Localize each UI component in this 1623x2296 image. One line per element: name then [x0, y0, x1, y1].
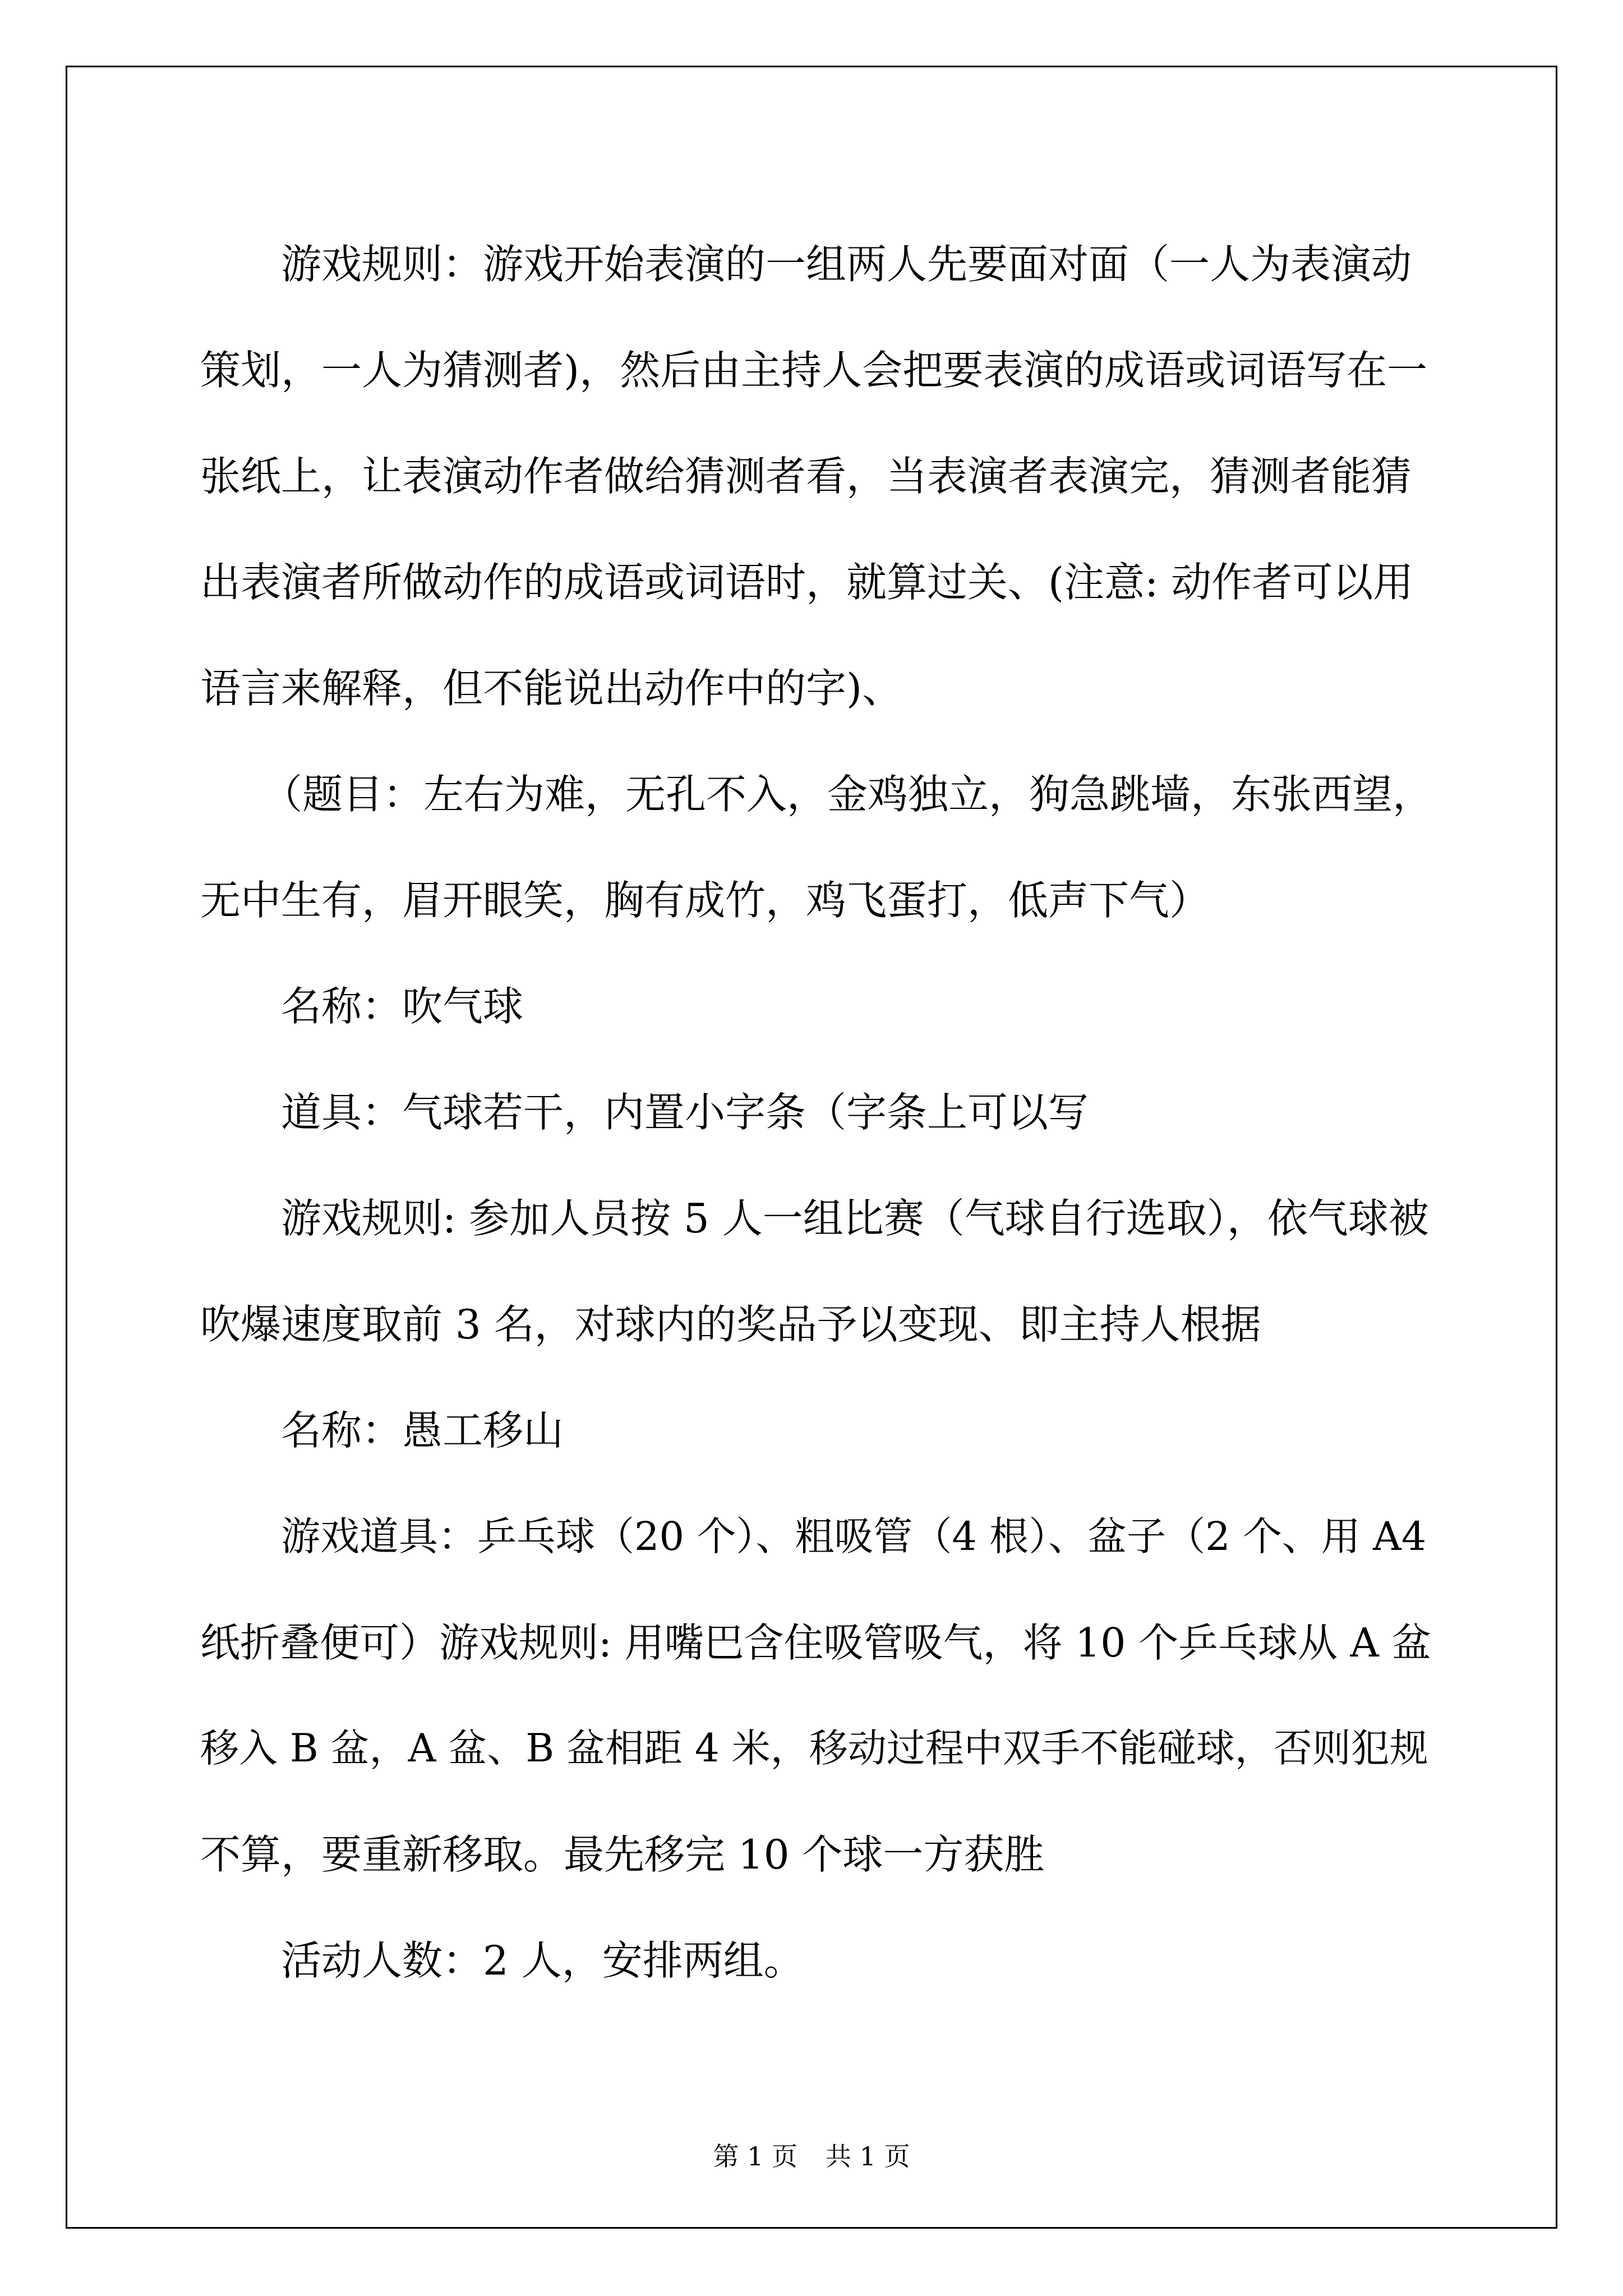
text-line: 名称：愚工移山 — [281, 1407, 564, 1454]
text-line: 移入 B 盆，A 盆、B 盆相距 4 米，移动过程中双手不能碰球，否则犯规 — [200, 1726, 1428, 1771]
text-line: 活动人数：2 人，安排两组。 — [281, 1937, 804, 1984]
page-number-current: 第 1 页 — [713, 2141, 797, 2171]
text-line: 纸折叠便可）游戏规则: 用嘴巴含住吸管吸气，将 10 个乒乓球从 A 盆 — [200, 1619, 1432, 1666]
text-line: 出表演者所做动作的成语或词语时，就算过关、(注意: 动作者可以用 — [200, 559, 1414, 606]
text-line: 游戏规则: 参加人员按 5 人一组比赛（气球自行选取），依气球被 — [281, 1195, 1429, 1242]
text-line: 策划，一人为猜测者)，然后由主持人会把要表演的成语或词语写在一 — [200, 347, 1428, 394]
document-body — [200, 211, 1434, 2014]
text-line: 道具：气球若干，内置小字条（字条上可以写 — [281, 1089, 1089, 1136]
text-line: 游戏道具：乒乓球（20 个）、粗吸管（4 根）、盆子（2 个、用 A4 — [281, 1513, 1427, 1559]
text-line: 吹爆速度取前 3 名，对球内的奖品予以变现、即主持人根据 — [200, 1301, 1261, 1348]
text-line: 不算，要重新移取。最先移完 10 个球一方获胜 — [200, 1831, 1045, 1878]
text-line: 游戏规则：游戏开始表演的一组两人先要面对面（一人为表演动 — [281, 241, 1412, 288]
text-line: 无中生有，眉开眼笑，胸有成竹，鸡飞蛋打，低声下气） — [200, 877, 1210, 924]
text-line: 张纸上，让表演动作者做给猜测者看，当表演者表演完，猜测者能猜 — [200, 453, 1412, 500]
page-number-total: 共 1 页 — [826, 2141, 910, 2171]
text-line: 语言来解释，但不能说出动作中的字)、 — [200, 665, 903, 712]
page-footer — [0, 2139, 1623, 2173]
text-line: （题目：左右为难，无孔不入，金鸡独立，狗急跳墙，东张西望， — [262, 771, 1433, 818]
text-line: 名称：吹气球 — [281, 983, 524, 1030]
